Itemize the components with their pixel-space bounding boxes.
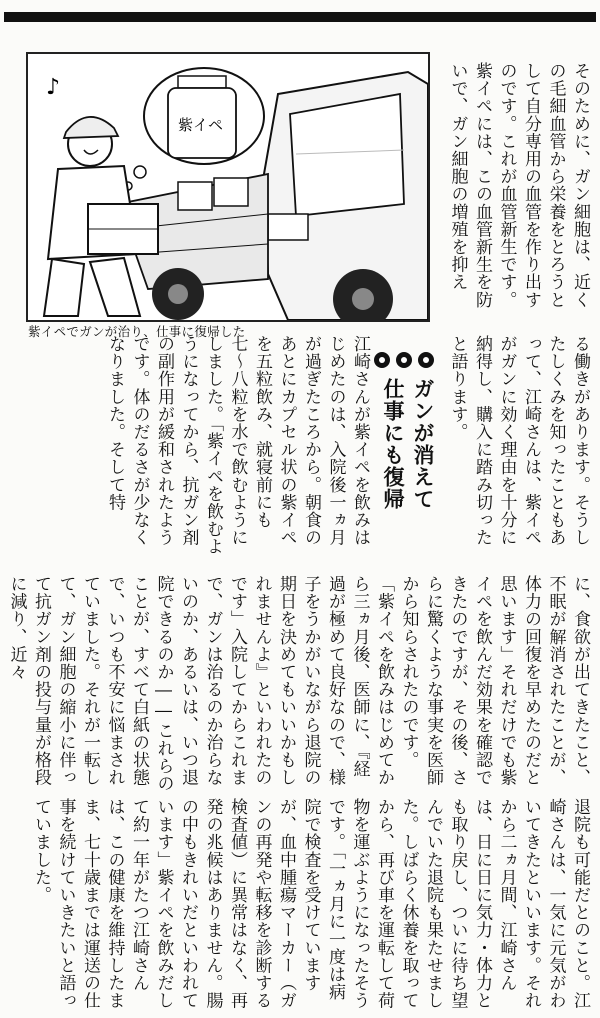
man-cap	[64, 117, 118, 138]
cargo-box	[214, 178, 248, 206]
row2-paragraph: に、食欲が出てきたこと、不眠が解消されたことが、体力の回復を早めたのだと思います」それだけでも紫イペを飲んだ効果を確認できたのですが、その後、さらに驚くような事実を医師から知らされたのです。「紫イペを飲みはじめてから三ヵ月後、医師に、『経過が極めて良好なので、様子をうかがいながら退院の期日を決めてもいいかもしれませんよ』といわれたのです」入院してからこれまで、ガンは治るのか治らないのか、あるいは、いつ退院できるのか――これらのことが、すべて白紙の状態で、いつも不安に悩まされていました。それが一転して、ガン細胞の縮小に伴って抗ガン剤の投与量が格段に減り、近々	[6, 575, 590, 793]
row1-right-column	[446, 335, 592, 563]
row3-paragraph: 退院も可能だとのこと。江崎さんは、一気に元気がわいてきたといいます。それから二ヵ月間、江崎さんは、日に日に気力・体力とも取り戻し、ついに待ち望んでいた退院も果たせました。しばらく休養を取ってから、再び車を運転して荷物を運ぶようになったそうです。「一ヵ月に一度は病院で検査を受けていますが、血中腫瘍マーカー（ガンの再発や転移を診断する検査値）に異常はなく、再発の兆候はありません。腸の中もきれいだといわれています」紫イペを飲みだして約一年がたつ江崎さんは、この健康を維持したまま、七十歳までは運送の仕事を続けていきたいと語っていました。	[31, 798, 590, 1010]
row1-left-column	[105, 335, 372, 563]
manga-illustration	[28, 54, 428, 320]
bottle-cap	[178, 76, 226, 88]
top-rule	[4, 12, 596, 22]
illustration-caption: 紫イペでガンが治り、仕事に復帰した	[28, 324, 246, 339]
cargo-box	[178, 182, 212, 210]
heading-line-1: ガンが消えて	[411, 378, 435, 510]
music-note-icon: ♪	[46, 75, 61, 100]
row1-right-paragraph: る働きがあります。そうしたしくみを知ったこともあって、江崎さんは、紫イペがガンに効く理由を十分に納得し、購入に踏み切ったと語ります。	[447, 335, 590, 547]
row2-column	[6, 575, 592, 793]
row3-column	[20, 798, 592, 1010]
top-text-column	[430, 62, 592, 320]
truck-window	[290, 94, 404, 216]
man-leg	[44, 259, 84, 316]
illustration-truck-driver	[26, 52, 430, 322]
row1-left-paragraph: 江崎さんが紫イペを飲みはじめたのは、入院後一ヵ月が過ぎたころから。朝食のあとにカプセル状の紫イペを五粒飲み、就寝前にも七〜八粒を水で飲むようにしました。「紫イペを飲むようになってから、抗ガン剤の副作用が緩和されたようです。体のだるさが少なくなりました。そして特	[105, 335, 370, 556]
heading-line-2: 仕事にも復帰	[381, 378, 405, 510]
top-paragraph: そのために、ガン細胞は、近くの毛細血管から栄養をとろうとして自分専用の血管を作り出すのです。これが血管新生です。紫イペには、この血管新生を防いで、ガン細胞の増殖を抑え	[447, 62, 590, 309]
man-leg	[90, 258, 140, 316]
truck-mirror	[268, 214, 308, 240]
heading-dots-icon	[372, 350, 442, 370]
section-heading	[372, 350, 444, 570]
bottle-label: 紫イペ	[178, 116, 224, 134]
